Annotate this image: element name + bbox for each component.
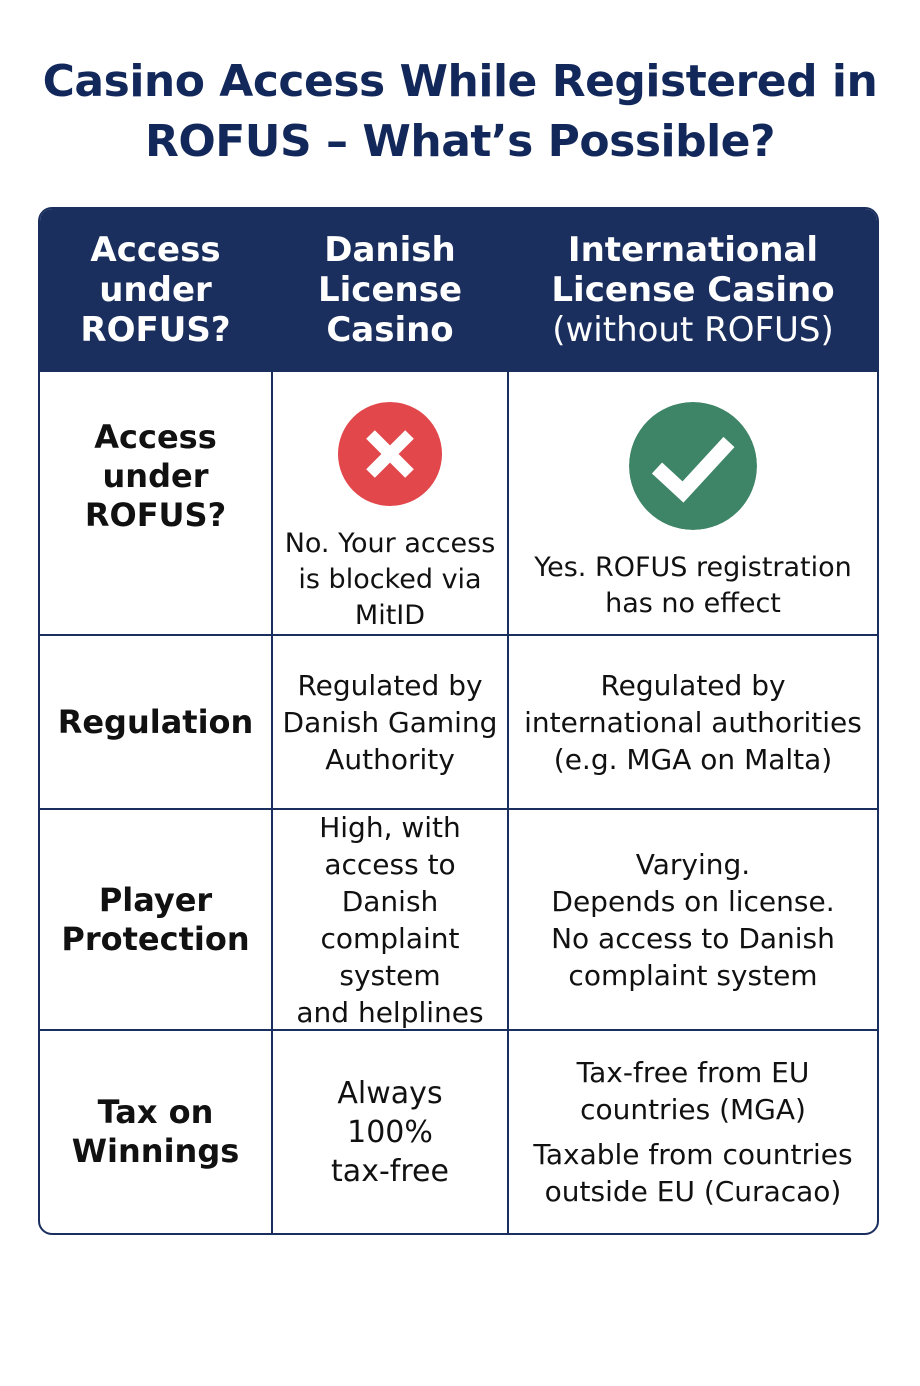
page-title-line-2: ROFUS – What’s Possible? (144, 116, 776, 167)
access-international-cell (509, 372, 877, 636)
header-access-under-rofus: Access under ROFUS? (40, 209, 273, 372)
x-circle-icon (326, 402, 454, 506)
comparison-table (38, 207, 879, 1235)
tax-international-cell (509, 1031, 877, 1233)
check-circle-icon (629, 402, 757, 530)
tax-danish-text: Always 100% tax-free (273, 1031, 509, 1233)
regulation-international-text: Regulated by international authorities (e.g. MGA on Malta) (509, 636, 877, 810)
access-danish-text: No. Your access is blocked via MitID (284, 528, 496, 631)
protection-international-text: Varying. Depends on license. No access to Danish complaint system (509, 810, 877, 1031)
header-danish-license-casino: Danish License Casino (273, 209, 509, 372)
row-label-access: Access under ROFUS? (40, 372, 273, 636)
header-international-license-casino: International License Casino (without ROFUS) (509, 209, 877, 372)
tax-international-eu-text: Tax-free from EU countries (MGA) (576, 1056, 810, 1126)
row-label-tax-on-winnings: Tax on Winnings (40, 1031, 273, 1233)
access-danish-cell (273, 372, 509, 636)
header-without-rofus: (without ROFUS) (552, 309, 834, 350)
access-international-text: Yes. ROFUS registration has no effect (534, 552, 852, 619)
protection-danish-text: High, with access to Danish complaint system and helplines (273, 810, 509, 1031)
regulation-danish-text: Regulated by Danish Gaming Authority (273, 636, 509, 810)
page-title-line-1: Casino Access While Registered in (42, 56, 878, 107)
tax-international-non-eu-text: Taxable from countries outside EU (Curacao) (533, 1138, 853, 1208)
row-label-player-protection: Player Protection (40, 810, 273, 1031)
row-label-regulation: Regulation (40, 636, 273, 810)
page-title (0, 52, 920, 172)
